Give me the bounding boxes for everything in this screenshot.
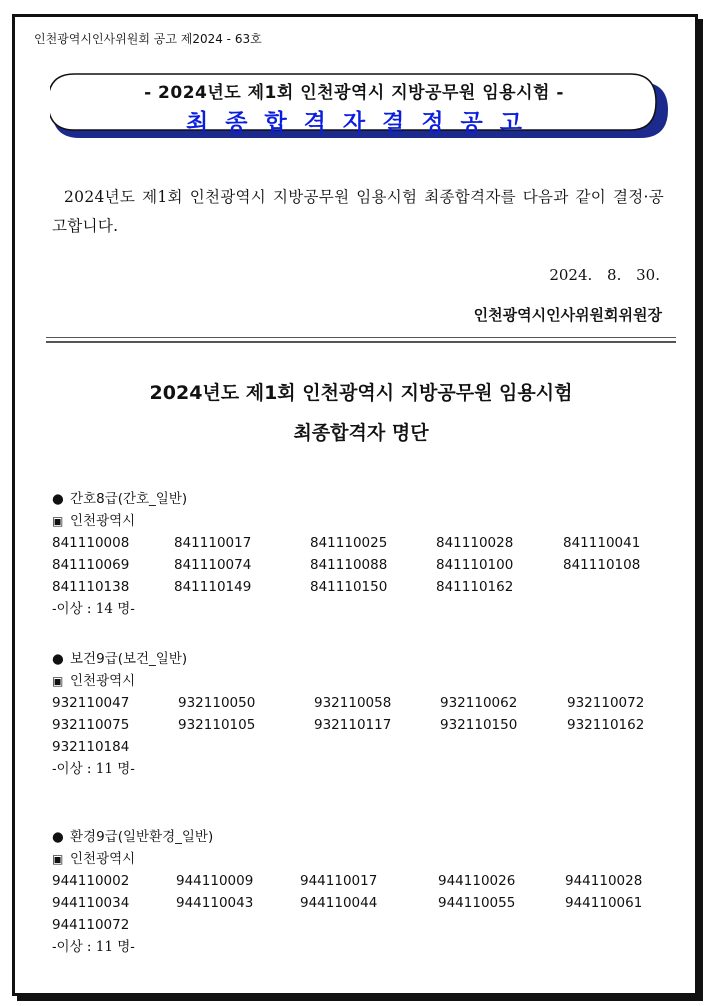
signer: 인천광역시인사위원회위원장 bbox=[473, 306, 662, 324]
candidate-number: 841110017 bbox=[174, 535, 252, 551]
candidate-number: 841110069 bbox=[52, 557, 130, 573]
candidate-number: 944110034 bbox=[52, 895, 130, 911]
intro-paragraph: 2024년도 제1회 인천광역시 지방공무원 임용시험 최종합격자를 다음과 같이 결정·공고합니다. bbox=[52, 188, 664, 235]
candidate-number: 944110026 bbox=[438, 873, 516, 889]
candidate-number: 944110055 bbox=[438, 895, 516, 911]
region-line bbox=[52, 670, 672, 692]
candidate-number: 932110184 bbox=[52, 739, 130, 755]
candidate-number: 932110050 bbox=[178, 695, 256, 711]
region-line bbox=[52, 510, 672, 532]
divider-thick bbox=[46, 341, 676, 343]
candidate-number: 932110047 bbox=[52, 695, 130, 711]
candidate-number: 841110088 bbox=[310, 557, 388, 573]
candidate-number: 841110162 bbox=[436, 579, 514, 595]
section-count: -이상 : 11 명- bbox=[52, 761, 135, 777]
section-heading bbox=[52, 826, 672, 848]
section-heading-text: 간호8급(간호_일반) bbox=[70, 491, 188, 507]
bullet-icon: ● bbox=[52, 651, 64, 667]
candidate-number: 944110072 bbox=[52, 917, 130, 933]
candidate-number: 841110100 bbox=[436, 557, 514, 573]
square-marker-icon: ▣ bbox=[52, 514, 64, 528]
candidate-number: 841110108 bbox=[563, 557, 641, 573]
candidate-number: 841110041 bbox=[563, 535, 641, 551]
section-count: -이상 : 11 명- bbox=[52, 939, 135, 955]
candidate-number: 841110150 bbox=[310, 579, 388, 595]
candidate-number: 932110062 bbox=[440, 695, 518, 711]
candidate-number: 944110061 bbox=[565, 895, 643, 911]
section-heading bbox=[52, 648, 672, 670]
candidate-number: 932110072 bbox=[567, 695, 645, 711]
candidate-number: 932110162 bbox=[567, 717, 645, 733]
candidate-number: 932110105 bbox=[178, 717, 256, 733]
doc-number: 인천광역시인사위원회 공고 제2024 - 63호 bbox=[34, 32, 262, 46]
candidate-number: 841110008 bbox=[52, 535, 130, 551]
candidate-number: 944110017 bbox=[300, 873, 378, 889]
square-marker-icon: ▣ bbox=[52, 852, 64, 866]
section-heading bbox=[52, 488, 672, 510]
region-name: 인천광역시 bbox=[70, 673, 136, 689]
candidate-number: 944110044 bbox=[300, 895, 378, 911]
candidate-number: 841110025 bbox=[310, 535, 388, 551]
square-marker-icon: ▣ bbox=[52, 674, 64, 688]
list-title-line2: 최종합격자 명단 bbox=[293, 422, 429, 444]
section-heading-text: 보건9급(보건_일반) bbox=[70, 651, 188, 667]
title-banner bbox=[50, 72, 658, 134]
bullet-icon: ● bbox=[52, 491, 64, 507]
region-line bbox=[52, 848, 672, 870]
candidate-number: 841110149 bbox=[174, 579, 252, 595]
number-grid bbox=[52, 870, 672, 936]
candidate-number: 932110058 bbox=[314, 695, 392, 711]
candidate-number: 944110028 bbox=[565, 873, 643, 889]
section-heading-text: 환경9급(일반환경_일반) bbox=[70, 829, 214, 845]
candidate-number: 841110074 bbox=[174, 557, 252, 573]
number-grid bbox=[52, 692, 672, 758]
bullet-icon: ● bbox=[52, 829, 64, 845]
candidate-number: 944110002 bbox=[52, 873, 130, 889]
candidate-number: 932110150 bbox=[440, 717, 518, 733]
section-count: -이상 : 14 명- bbox=[52, 601, 135, 617]
region-name: 인천광역시 bbox=[70, 513, 136, 529]
banner-title: 최종합격자결정공고 bbox=[186, 110, 539, 136]
candidate-number: 932110075 bbox=[52, 717, 130, 733]
announcement-date: 2024. 8. 30. bbox=[549, 266, 660, 284]
banner-subtitle: - 2024년도 제1회 인천광역시 지방공무원 임용시험 - bbox=[144, 83, 564, 103]
divider-thin bbox=[46, 337, 676, 338]
candidate-number: 944110043 bbox=[176, 895, 254, 911]
section bbox=[52, 648, 672, 780]
list-title-line1: 2024년도 제1회 인천광역시 지방공무원 임용시험 bbox=[149, 382, 573, 404]
section bbox=[52, 826, 672, 958]
region-name: 인천광역시 bbox=[70, 851, 136, 867]
candidate-number: 932110117 bbox=[314, 717, 392, 733]
candidate-number: 944110009 bbox=[176, 873, 254, 889]
section bbox=[52, 488, 672, 620]
candidate-number: 841110028 bbox=[436, 535, 514, 551]
candidate-number: 841110138 bbox=[52, 579, 130, 595]
number-grid bbox=[52, 532, 672, 598]
